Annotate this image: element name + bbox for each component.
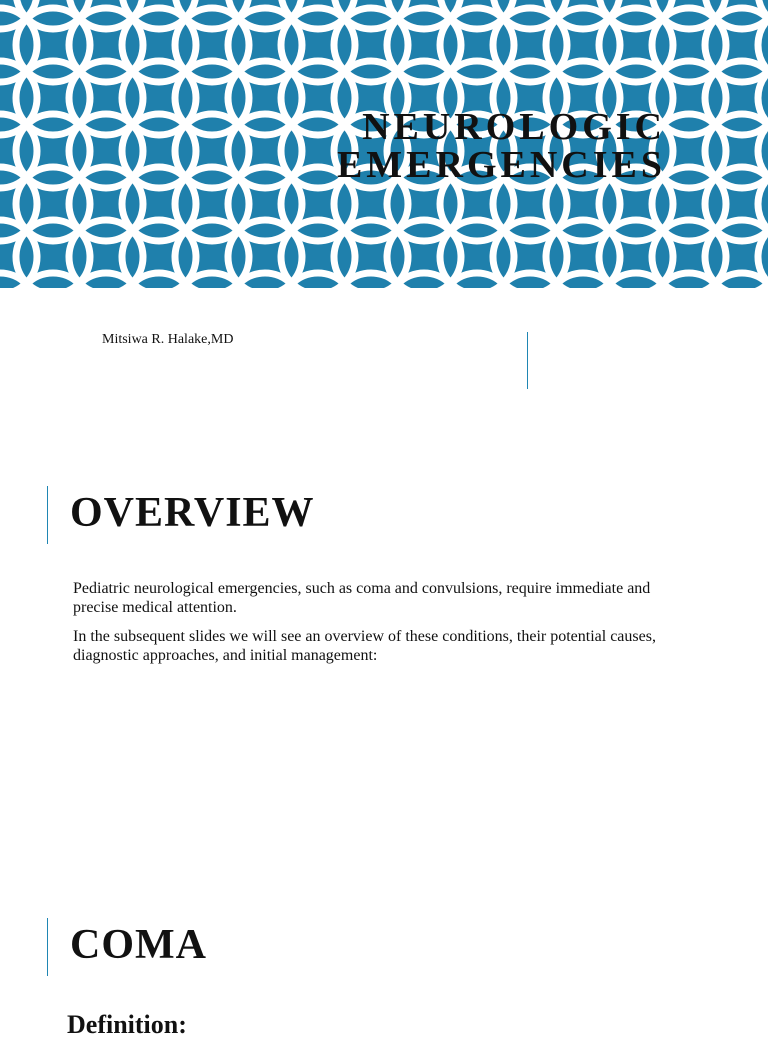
author-name: Mitsiwa R. Halake,MD	[102, 332, 234, 347]
title-slide	[0, 0, 768, 433]
accent-bar	[47, 918, 48, 976]
section-heading-overview: OVERVIEW	[70, 490, 315, 536]
title-line-1: NEUROLOGIC	[362, 106, 666, 148]
definition-subheading: Definition:	[67, 1010, 187, 1039]
presentation-title	[337, 108, 666, 184]
overview-paragraph-1: Pediatric neurological emergencies, such as coma and convulsions, require immediate and precise medical attention.	[73, 580, 651, 616]
coma-slide	[0, 865, 768, 1039]
overview-body	[73, 579, 673, 675]
overview-slide	[0, 433, 768, 865]
title-divider-line	[527, 332, 528, 389]
title-line-2: EMERGENCIES	[336, 144, 666, 186]
overview-paragraph-2: In the subsequent slides we will see an overview of these conditions, their potential causes, diagnostic approaches, and initial management:	[73, 628, 656, 664]
accent-bar	[47, 486, 48, 544]
section-heading-coma: COMA	[70, 922, 207, 968]
